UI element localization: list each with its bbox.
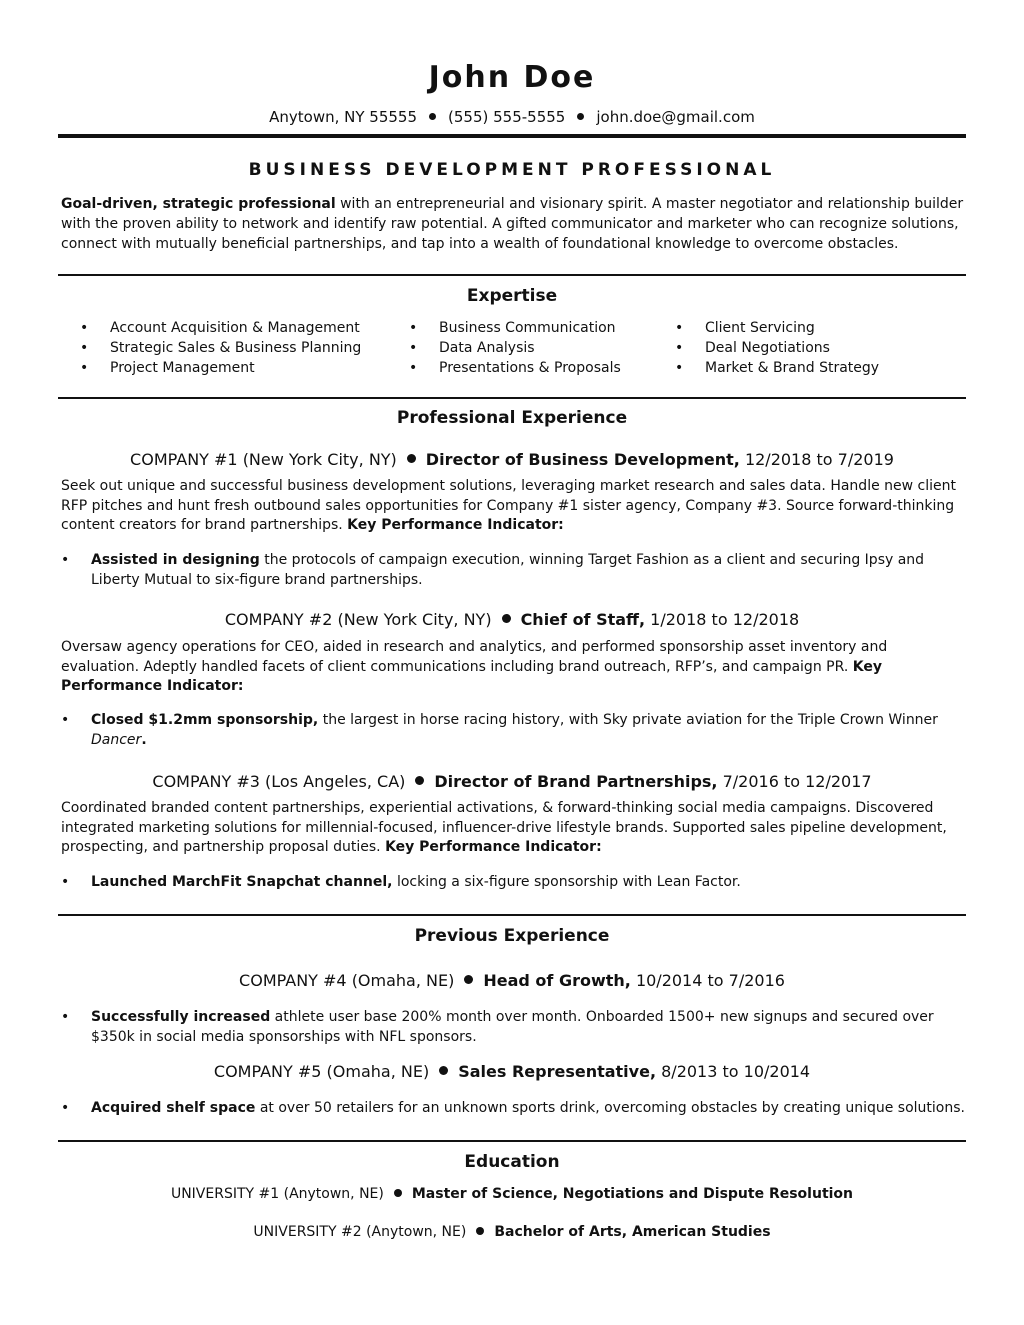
education-title: Education [464, 1152, 560, 1172]
achievement-bullet [61, 1099, 966, 1119]
achievement-end: . [141, 731, 147, 748]
contact-email: john.doe@gmail.com [596, 108, 755, 126]
expertise-column-1 [80, 318, 361, 378]
achievement-lead: Closed $1.2mm sponsorship, [91, 712, 319, 728]
expertise-item: • Market & Brand Strategy [675, 358, 879, 378]
education-entry [0, 1184, 1024, 1204]
kpi-label: Key Performance Indicator: [61, 658, 882, 694]
job-role: Head of Growth, [483, 971, 631, 990]
summary-text: with an entrepreneurial and visionary spirit. A master negotiator and relationship builder with the proven ability to network and identify raw potential. A gifted communicator and marketer who can recognize solutions, connect with mutually beneficial partnerships, and tap into a wealth of foundational knowledge to overcome obstacles. [61, 196, 964, 252]
expertise-item: • Data Analysis [409, 338, 621, 358]
summary-lead: Goal-driven, strategic professional [61, 196, 336, 212]
bullet-separator-icon [407, 454, 416, 463]
job-company: COMPANY #2 (New York City, NY) [224, 610, 492, 629]
achievement-lead: Acquired shelf space [91, 1100, 256, 1116]
bullet-icon: • [61, 1009, 70, 1025]
bullet-icon: • [61, 712, 70, 728]
section-divider [58, 397, 966, 399]
achievement-lead: Assisted in designing [91, 552, 260, 568]
headline: BUSINESS DEVELOPMENT PROFESSIONAL [248, 160, 776, 180]
job-company: COMPANY #1 (New York City, NY) [130, 450, 397, 469]
expertise-column-3 [675, 318, 879, 378]
education-entry [0, 1222, 1024, 1242]
job-description [61, 799, 966, 858]
achievement-text: at over 50 retailers for an unknown sports drink, overcoming obstacles by creating unique solutions. [255, 1100, 965, 1116]
job-role: Sales Representative, [458, 1062, 657, 1081]
bullet-separator-icon [476, 1227, 484, 1235]
achievement-text: athlete user base 200% month over month. Onboarded 1500+ new signups and secured over $350k in social media sponsorships with NFL sponsors. [91, 1009, 934, 1045]
expertise-item: • Client Servicing [675, 318, 879, 338]
job-heading [0, 771, 1024, 793]
job-heading [0, 609, 1024, 631]
bullet-separator-icon [415, 776, 424, 785]
job-description [61, 638, 966, 697]
bullet-separator-icon [577, 113, 584, 120]
job-description [61, 477, 966, 536]
section-divider [58, 274, 966, 276]
bullet-separator-icon [464, 975, 473, 984]
job-description-text: Oversaw agency operations for CEO, aided in research and analytics, and performed sponsorship asset inventory and evaluation. Adeptly handled facets of client communications including brand outreach, RFP’s, and campaign PR. [61, 639, 888, 675]
previous-experience-title: Previous Experience [414, 926, 610, 946]
job-description-text: Seek out unique and successful business development solutions, leveraging market research and sales data. Handle new client RFP pitches and hunt fresh outbound sales opportunities for Company #1 sister agency, Company #3. Source forward-thinking content creators for brand partnerships. [61, 478, 956, 533]
expertise-item: • Business Communication [409, 318, 621, 338]
expertise-item: • Presentations & Proposals [409, 358, 621, 378]
job-company: COMPANY #3 (Los Angeles, CA) [152, 772, 406, 791]
expertise-column-2 [409, 318, 621, 378]
job-description-text: Coordinated branded content partnerships, experiential activations, & forward-thinking social media campaigns. Discovered integrated marketing solutions for millennial-focused, influencer-drive lifestyle brands. Supported sales pipeline development, prospecting, and partnership proposal duties. [61, 800, 947, 855]
education-degree: Master of Science, Negotiations and Dispute Resolution [411, 1186, 854, 1202]
job-heading [0, 1061, 1024, 1083]
expertise-item: • Account Acquisition & Management [80, 318, 361, 338]
expertise-title: Expertise [466, 286, 558, 306]
expertise-item: • Strategic Sales & Business Planning [80, 338, 361, 358]
job-dates: 1/2018 to 12/2018 [645, 610, 800, 629]
expertise-item: • Project Management [80, 358, 361, 378]
kpi-label: Key Performance Indicator: [385, 839, 602, 855]
section-divider [58, 914, 966, 916]
job-role: Director of Business Development, [425, 450, 740, 469]
bullet-separator-icon [502, 614, 511, 623]
kpi-label: Key Performance Indicator: [347, 517, 564, 533]
achievement-bullet [61, 711, 966, 750]
job-dates: 12/2018 to 7/2019 [739, 450, 894, 469]
section-divider [58, 1140, 966, 1142]
summary-paragraph [61, 194, 966, 254]
job-role: Chief of Staff, [520, 610, 646, 629]
education-degree: Bachelor of Arts, American Studies [494, 1224, 771, 1240]
contact-phone: (555) 555-5555 [448, 108, 566, 126]
achievement-text: the largest in horse racing history, with Sky private aviation for the Triple Crown Winner [318, 712, 938, 728]
job-dates: 10/2014 to 7/2016 [630, 971, 785, 990]
expertise-item: • Deal Negotiations [675, 338, 879, 358]
contact-location: Anytown, NY 55555 [269, 108, 418, 126]
job-heading [0, 970, 1024, 992]
job-dates: 7/2016 to 12/2017 [717, 772, 872, 791]
achievement-bullet [61, 1008, 966, 1047]
bullet-icon: • [61, 1100, 70, 1116]
bullet-separator-icon [429, 113, 436, 120]
candidate-name: John Doe [428, 60, 596, 95]
professional-experience-title: Professional Experience [396, 408, 628, 428]
header-divider [58, 134, 966, 138]
job-heading [0, 449, 1024, 471]
job-company: COMPANY #5 (Omaha, NE) [213, 1062, 430, 1081]
bullet-icon: • [61, 552, 70, 568]
education-school: UNIVERSITY #1 (Anytown, NE) [170, 1186, 384, 1202]
contact-line [0, 106, 1024, 128]
achievement-italic: Dancer [91, 731, 142, 748]
achievement-lead: Launched MarchFit Snapchat channel, [91, 874, 393, 890]
job-role: Director of Brand Partnerships, [434, 772, 718, 791]
achievement-bullet [61, 551, 966, 590]
bullet-separator-icon [394, 1189, 402, 1197]
achievement-bullet [61, 873, 966, 893]
education-school: UNIVERSITY #2 (Anytown, NE) [253, 1224, 467, 1240]
achievement-lead: Successfully increased [91, 1009, 271, 1025]
job-company: COMPANY #4 (Omaha, NE) [239, 971, 455, 990]
bullet-separator-icon [439, 1066, 448, 1075]
achievement-text: the protocols of campaign execution, winning Target Fashion as a client and securing Ipsy and Liberty Mutual to six-figure brand partnerships. [91, 552, 925, 588]
bullet-icon: • [61, 874, 70, 890]
job-dates: 8/2013 to 10/2014 [656, 1062, 811, 1081]
achievement-text: locking a six-figure sponsorship with Lean Factor. [392, 874, 741, 890]
